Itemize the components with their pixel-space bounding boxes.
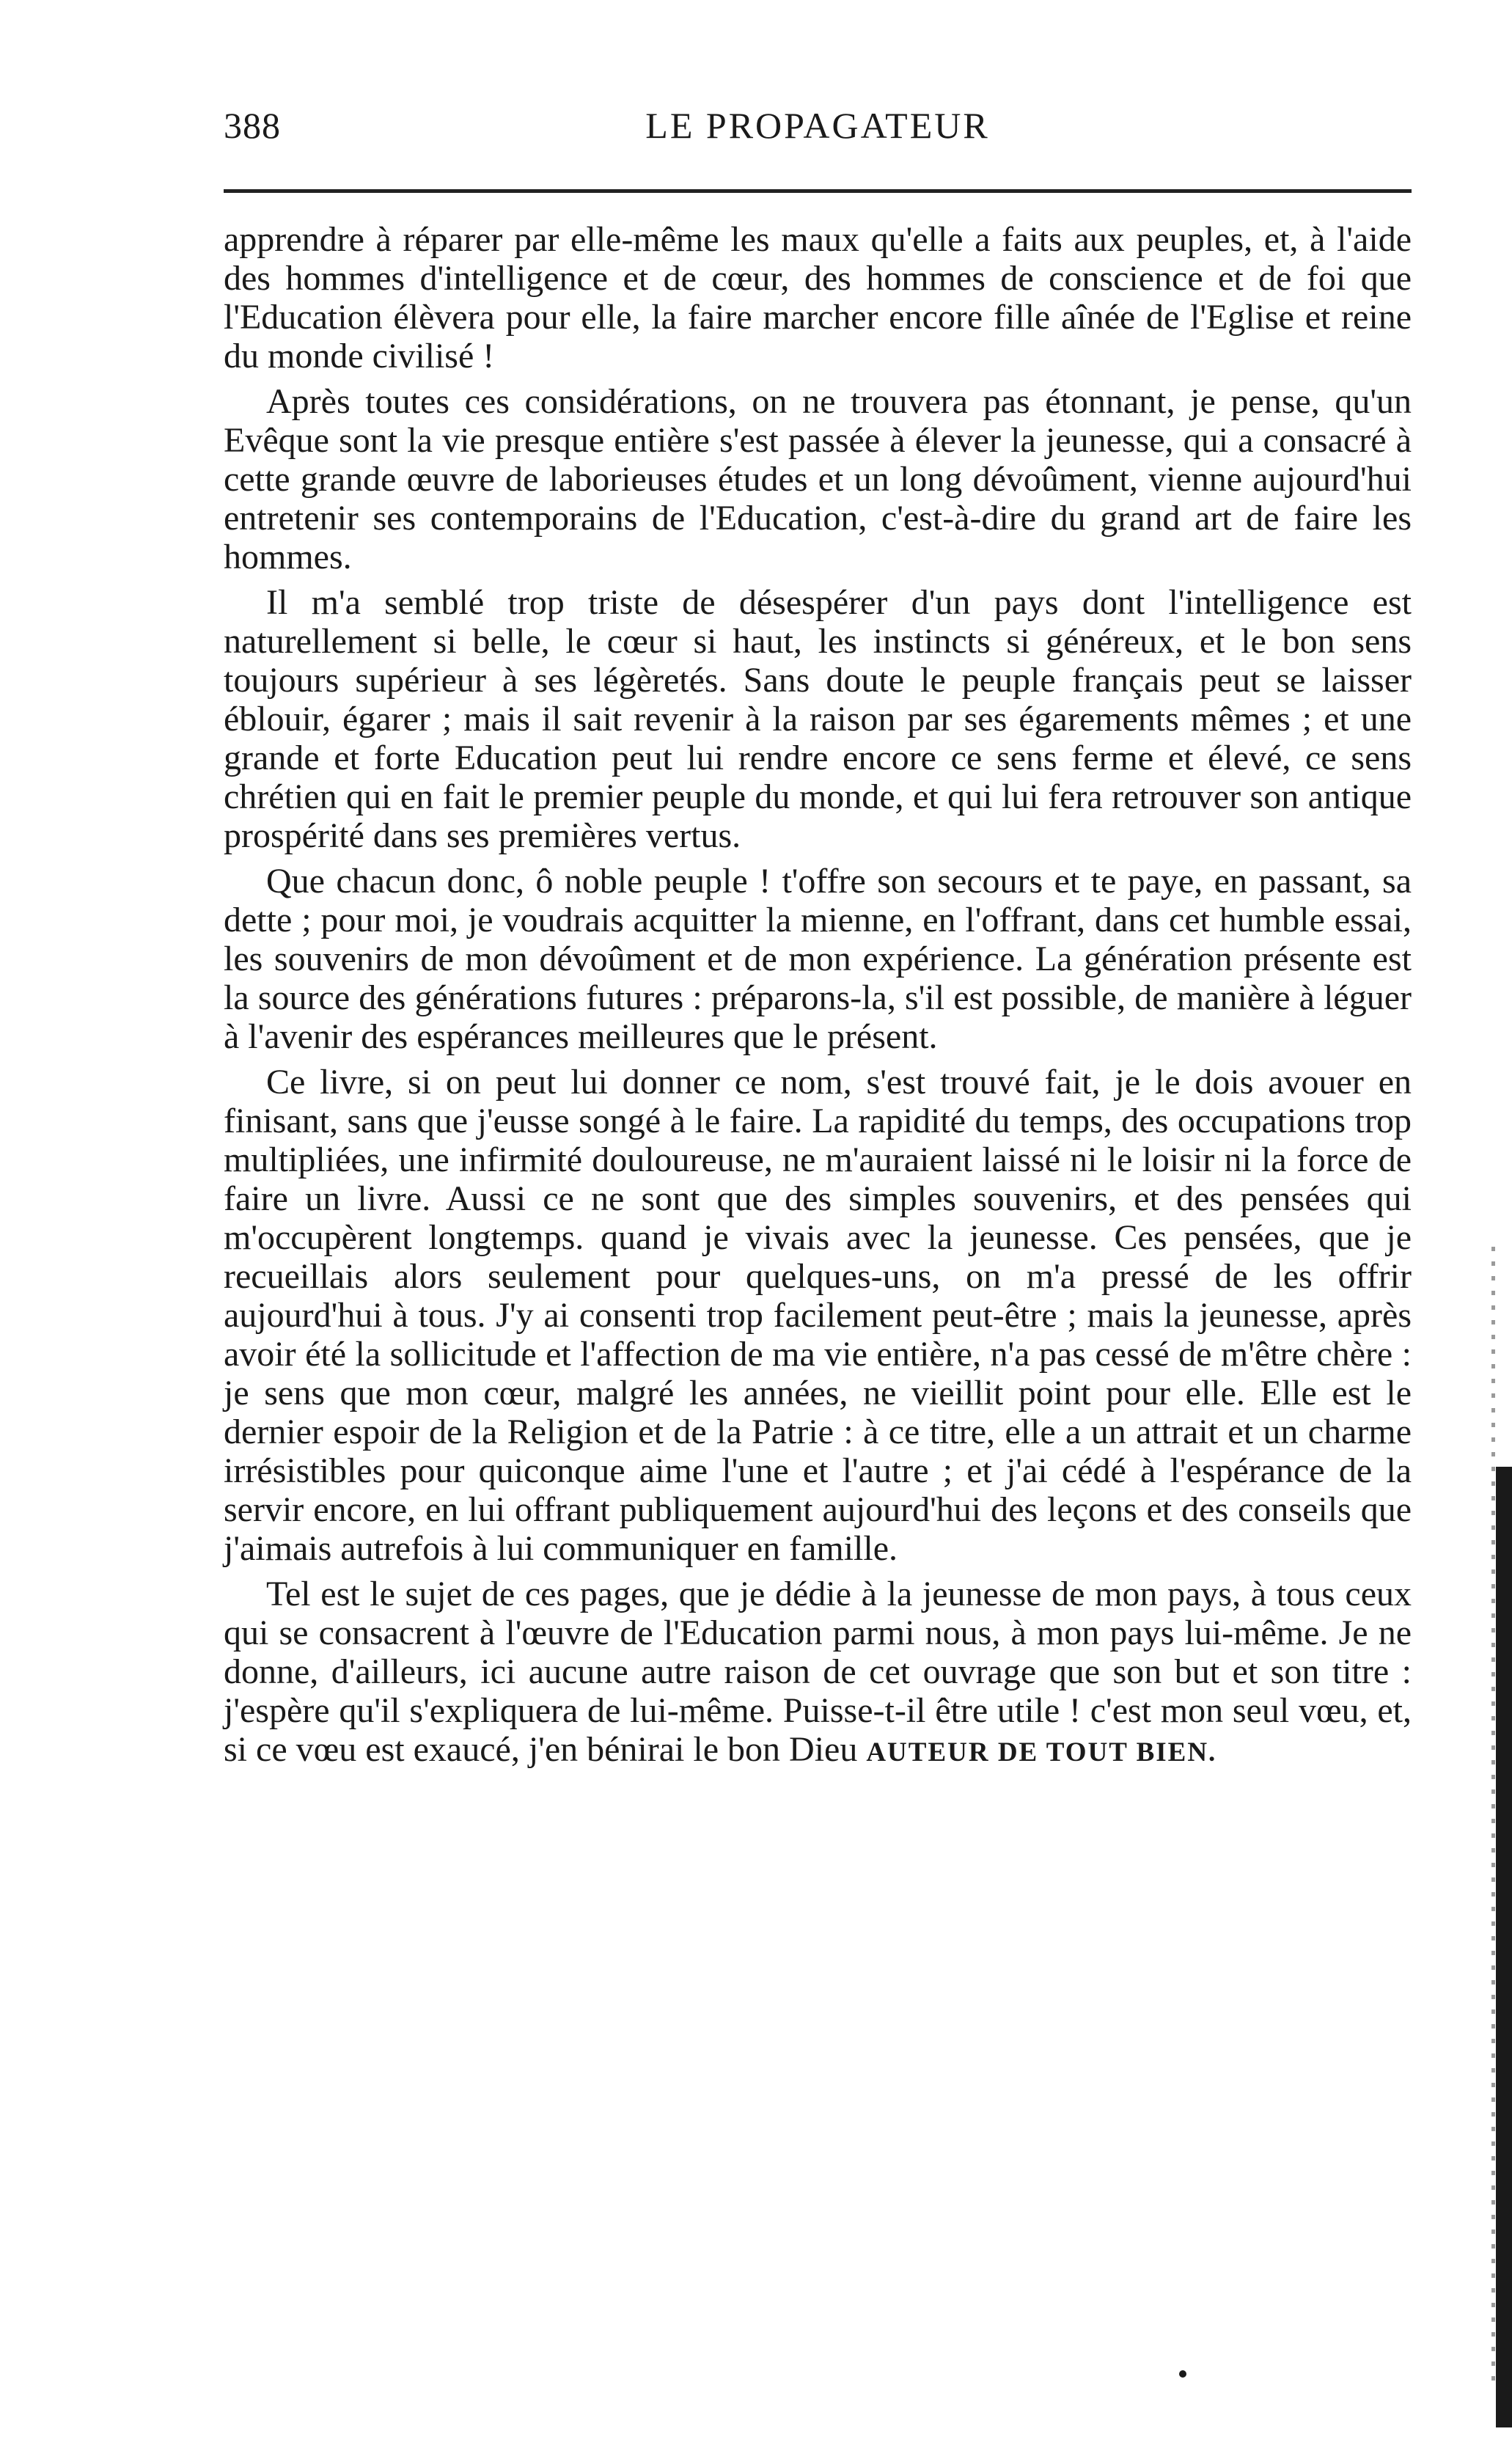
page-header [224, 104, 1412, 163]
running-title: LE PROPAGATEUR [645, 105, 990, 146]
scan-margin-bar [1496, 1467, 1512, 2427]
paragraph-4: Que chacun donc, ô noble peuple ! t'offre son secours et te paye, en passant, sa dette ; pour moi, je voudrais acquitter la mienne, en l'offrant, dans cet humble essai, les souvenirs de mon dévoûment et de mon expérience. La génération présente est la source des générations futures : préparons-la, s'il est possible, de manière à léguer à l'avenir des espérances meilleures que le présent. [224, 862, 1412, 1056]
paragraph-1: apprendre à réparer par elle-même les maux qu'elle a faits aux peuples, et, à l'aide des hommes d'intelligence et de cœur, des hommes de conscience et de foi que l'Education élèvera pour elle, la faire marcher encore fille aînée de l'Eglise et reine du monde civilisé ! [224, 220, 1412, 375]
closing-smallcaps: AUTEUR DE TOUT BIEN. [866, 1737, 1217, 1767]
header-rule [224, 189, 1412, 193]
scan-edge-artifact [1491, 1247, 1495, 2391]
paragraph-6-text: Tel est le sujet de ces pages, que je dédie à la jeunesse de mon pays, à tous ceux qui se consacrent à l'œuvre de l'Education parmi nous, à mon pays lui-même. Je ne donne, d'ailleurs, ici aucune autre raison de cet ouvrage que son but et son titre : j'espère qu'il s'expliquera de lui-même. Puisse-t-il être utile ! c'est mon seul vœu, et, si ce vœu est exaucé, j'en bénirai le bon Dieu [224, 1575, 1412, 1769]
paragraph-3: Il m'a semblé trop triste de désespérer d'un pays dont l'intelligence est naturellement si belle, le cœur si haut, les instincts si généreux, et le bon sens toujours supérieur à ses légèretés. Sans doute le peuple français peut se laisser éblouir, égarer ; mais il sait revenir à la raison par ses égarements mêmes ; et une grande et forte Education peut lui rendre encore ce sens ferme et élevé, ce sens chrétien qui en fait le premier peuple du monde, et qui lui fera retrouver son antique prospérité dans ses premières vertus. [224, 583, 1412, 855]
paragraph-6 [224, 1575, 1412, 1772]
body-text [224, 220, 1412, 1778]
scan-dot-artifact [1179, 2370, 1186, 2378]
paragraph-2: Après toutes ces considérations, on ne trouvera pas étonnant, je pense, qu'un Evêque sont la vie presque entière s'est passée à élever la jeunesse, qui a consacré à cette grande œuvre de laborieuses études et un long dévoûment, vienne aujourd'hui entretenir ses contemporains de l'Education, c'est-à-dire du grand art de faire les hommes. [224, 382, 1412, 576]
page-number: 388 [224, 105, 281, 146]
paragraph-5: Ce livre, si on peut lui donner ce nom, s'est trouvé fait, je le dois avouer en finisant, sans que j'eusse songé à le faire. La rapidité du temps, des occupations trop multipliées, une infirmité douloureuse, ne m'auraient laissé ni le loisir ni la force de faire un livre. Aussi ce ne sont que des simples souvenirs, et des pensées qui m'occupèrent longtemps. quand je vivais avec la jeunesse. Ces pensées, que je recueillais alors seulement pour quelques-uns, on m'a pressé de les offrir aujourd'hui à tous. J'y ai consenti trop facilement peut-être ; mais la jeunesse, après avoir été la sollicitude et l'affection de ma vie entière, n'a pas cessé de m'être chère : je sens que mon cœur, malgré les années, ne vieillit point pour elle. Elle est le dernier espoir de la Religion et de la Patrie : à ce titre, elle a un attrait et un charme irrésistibles pour quiconque aime l'une et l'autre ; et j'ai cédé à l'espérance de la servir encore, en lui offrant publiquement aujourd'hui des leçons et des conseils que j'aimais autrefois à lui communiquer en famille. [224, 1063, 1412, 1568]
